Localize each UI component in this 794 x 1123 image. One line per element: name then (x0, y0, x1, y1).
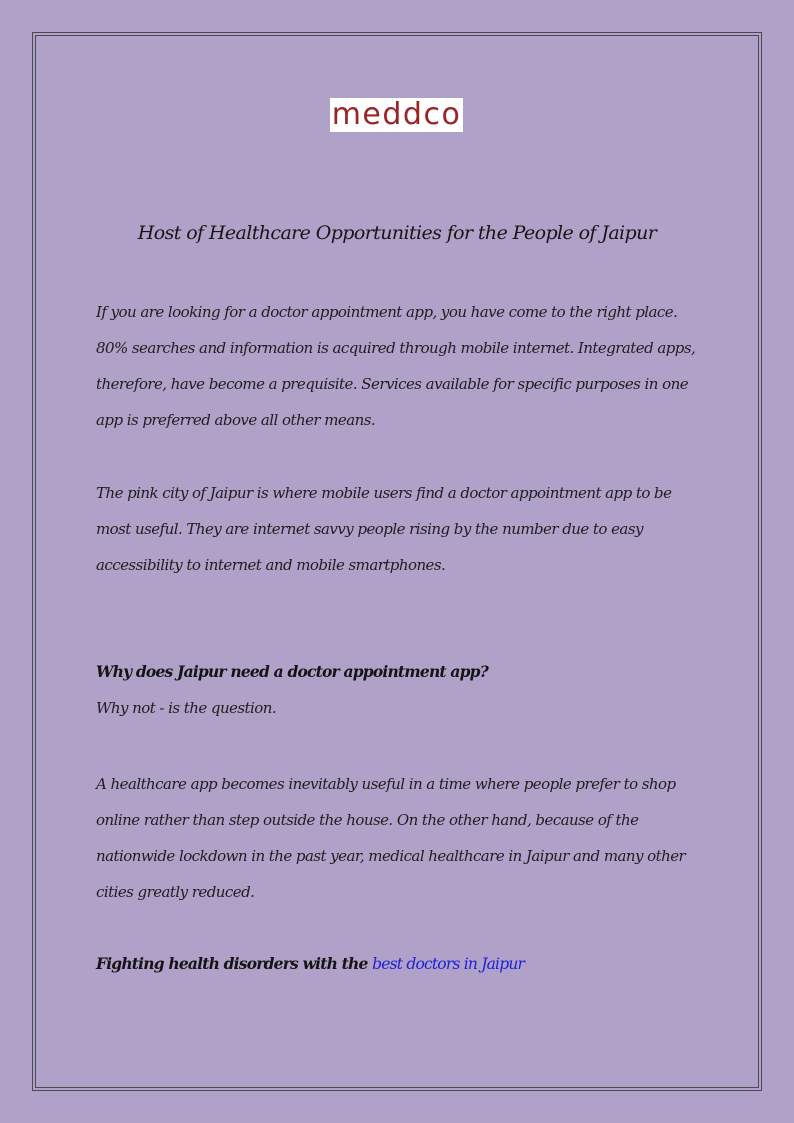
healthcare-app-paragraph: A healthcare app becomes inevitably useful in a time where people prefer to shop online rather than step outside the house. On the other hand, because of the nationwide lockdown in the past year, medical healthcare in Jaipur and many other cities greatly reduced. (96, 775, 686, 901)
heading-prefix-text: Fighting health disorders with the (96, 954, 373, 973)
why-jaipur-heading: Why does Jaipur need a doctor appointment app? (96, 662, 488, 681)
logo-text: meddco (331, 97, 462, 132)
document-title: Host of Healthcare Opportunities for the People of Jaipur (137, 222, 657, 244)
best-doctors-link[interactable]: best doctors in Jaipur (372, 955, 525, 973)
why-not-line: Why not - is the question. (96, 699, 277, 717)
meddco-logo (330, 98, 463, 132)
intro-paragraph: If you are looking for a doctor appointment app, you have come to the right place. 80% searches and information is acquired through mobile internet. Integrated apps, therefore, have become a prequisite. Services available for specific purposes in one app is preferred above all other means. (96, 303, 696, 429)
fighting-disorders-heading (96, 954, 524, 973)
jaipur-users-paragraph: The pink city of Jaipur is where mobile users find a doctor appointment app to be most useful. They are internet savvy people rising by the number due to easy accessibility to internet and mobile smartphones. (96, 484, 672, 574)
